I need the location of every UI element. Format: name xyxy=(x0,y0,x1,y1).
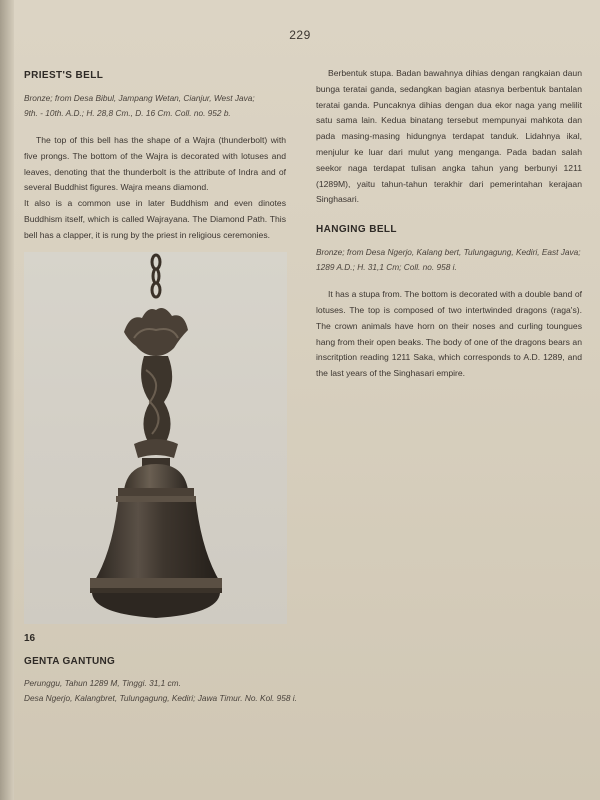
hanging-bell-meta-line1: Bronze; from Desa Ngerjo, Kalang bert, Tulungagung, Kediri, East Java; xyxy=(316,247,581,258)
hanging-bell-meta xyxy=(316,245,582,275)
right-column xyxy=(316,66,582,382)
priests-bell-heading: PRIEST'S BELL xyxy=(24,70,104,81)
genta-gantung-title: GENTA GANTUNG xyxy=(24,656,116,667)
hanging-bell-meta-line2: 1289 A.D.; H. 31,1 Cm; Coll. no. 958 i. xyxy=(316,262,457,273)
left-column xyxy=(24,70,286,244)
hanging-bell-heading: HANGING BELL xyxy=(316,224,397,236)
bell-photograph xyxy=(24,252,287,624)
priests-bell-meta xyxy=(24,91,286,121)
hanging-bell-paragraph: It has a stupa from. The bottom is decorated with a double band of lotuses. The top is composed of two intertwinded dragons (raga's). The crown animals have horn on their noses and curling toungues hang from their open beaks. The body of one of the dragons bears an inscritption reading 1211 Saka, which corresponds to A.D. 1289, and the last years of the Singhasari empire. xyxy=(316,289,582,379)
page-number: 229 xyxy=(289,28,311,42)
page-edge-shadow xyxy=(0,0,14,800)
priests-bell-paragraph-2: It also is a common use in later Buddhism and even dinotes Buddhism itself, which is called Wajrayana. The Diamond Path. This bell has a clapper, it is rung by the priest in religious ceremonies. xyxy=(24,198,286,240)
priests-bell-meta-line2: 9th. - 10th. A.D.; H. 28,8 Cm., D. 16 Cm. Coll. no. 952 b. xyxy=(24,108,231,118)
priests-bell-meta-line1: Bronze; from Desa Bibul, Jampang Wetan, Cianjur, West Java; xyxy=(24,93,255,103)
genta-gantung-meta xyxy=(24,676,324,706)
indonesian-description: Berbentuk stupa. Badan bawahnya dihias dengan rangkaian daun bunga teratai ganda, sedangkan bagian atasnya berbentuk bantalan teratai ganda. Puncaknya dihias dengan dua ekor naga yang melilit satu sama lain. Kedua binatang tersebut mempunyai mahkota dan pada masing-masing hidungnya terdapat tanduk. Lidahnya ikal, menjulur ke luar dari mulut yang menganga. Pada badan salah seekor naga terdapat tulisan angka tahun yang berbunyi 1211 (1289M), yaitu tahun-tahun terakhir dari pemerintahan kerajaan Singhasari. xyxy=(316,68,582,205)
priests-bell-paragraph-1: The top of this bell has the shape of a Wajra (thunderbolt) with five prongs. The bottom of the Wajra is decorated with lotuses and leaves, denoting that the thunderbolt is the attribute of Indra and of several Buddhist figures. Wajra means diamond. xyxy=(24,135,286,193)
plate-number: 16 xyxy=(24,633,36,644)
genta-meta-line2: Desa Ngerjo, Kalangbret, Tulungagung, Kediri; Jawa Timur. No. Kol. 958 i. xyxy=(24,693,297,703)
genta-meta-line1: Perunggu, Tahun 1289 M, Tinggi. 31,1 cm. xyxy=(24,678,181,688)
hanging-bell-image xyxy=(24,252,287,624)
